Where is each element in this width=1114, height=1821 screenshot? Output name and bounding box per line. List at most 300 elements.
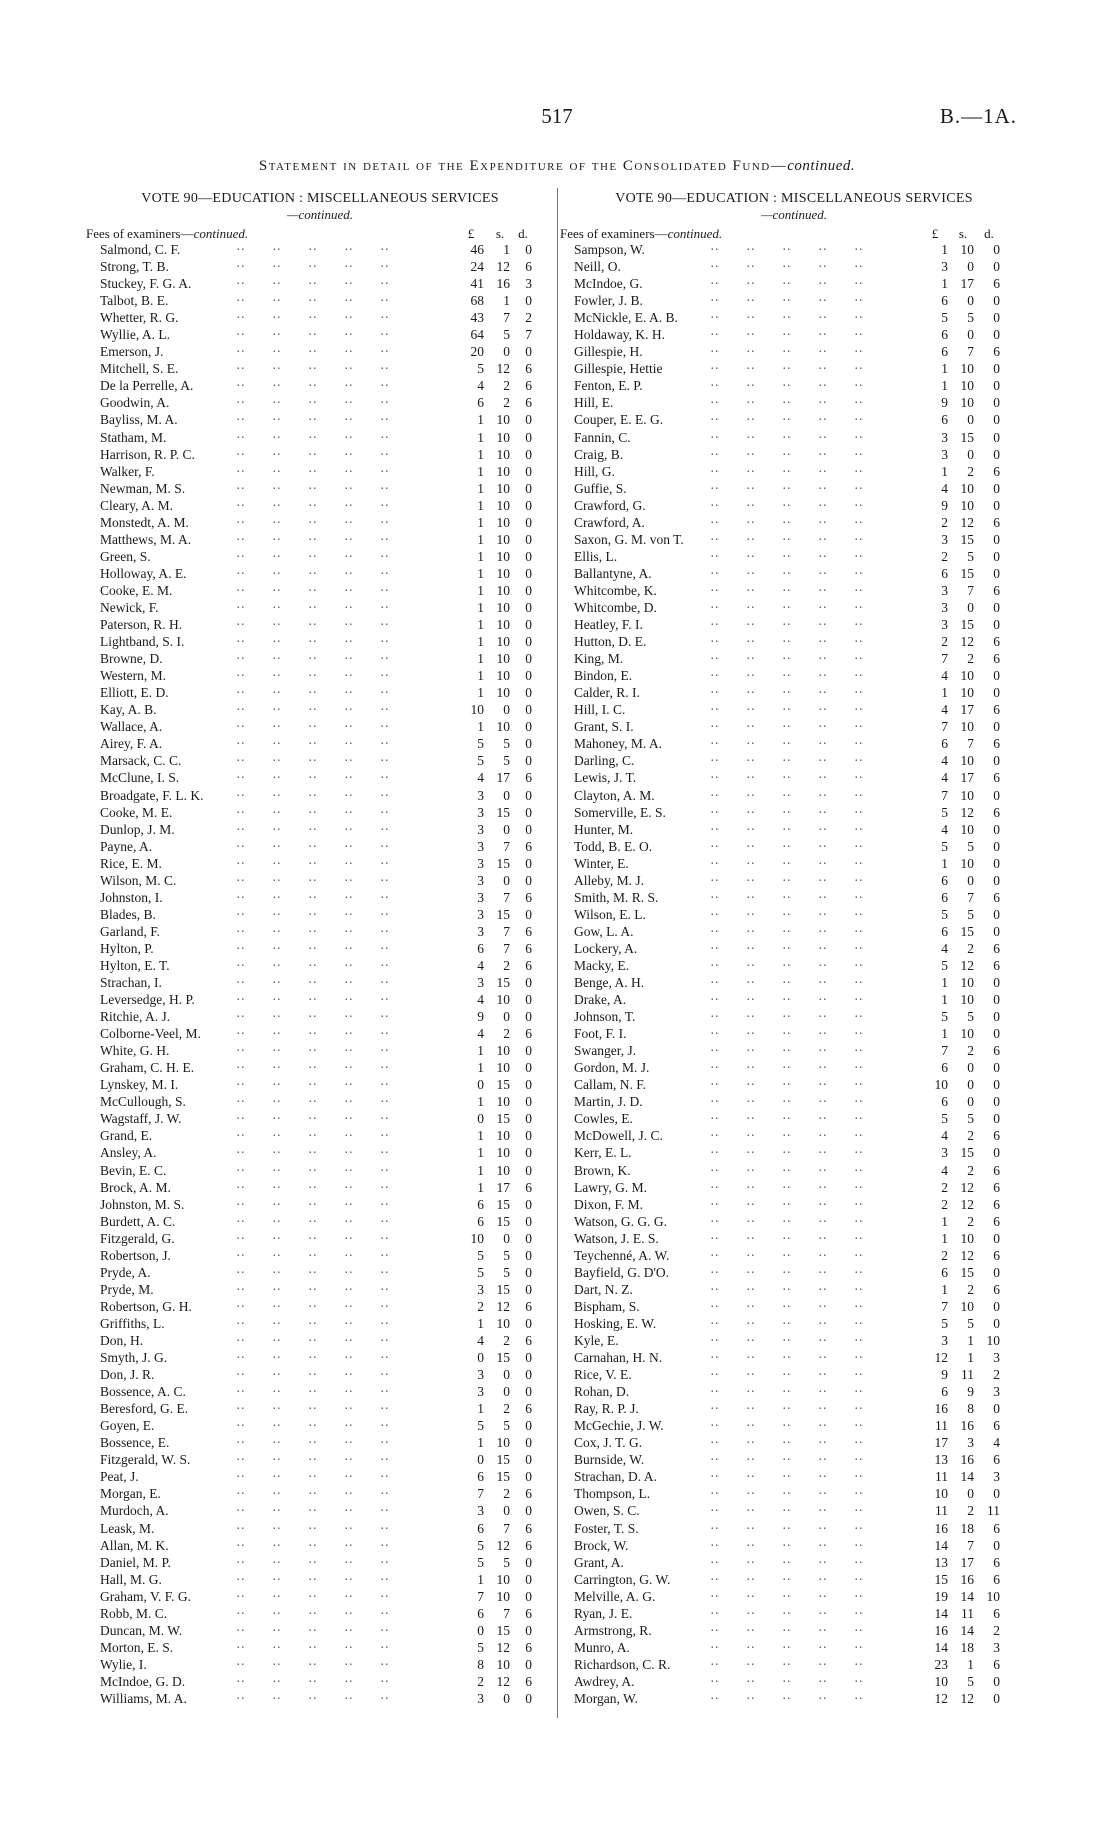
ledger-row <box>86 1127 554 1144</box>
pounds-value: 1 <box>477 1571 484 1587</box>
dot-leader: ·· ·· ·· ·· ·· <box>236 1656 389 1672</box>
pence-value: 0 <box>993 429 1000 445</box>
pence-value: 0 <box>993 1690 1000 1706</box>
pounds-value: 1 <box>477 463 484 479</box>
ledger-row <box>86 582 554 599</box>
payee-name: Crawford, A. <box>574 514 645 530</box>
payee-name: Whitcombe, D. <box>574 599 657 615</box>
pounds-value: 5 <box>477 736 484 752</box>
pounds-value: 1 <box>477 514 484 530</box>
ledger-row <box>560 548 1028 565</box>
pounds-value: 3 <box>941 1145 948 1161</box>
pence-value: 0 <box>525 1315 532 1331</box>
pounds-value: 10 <box>934 1486 948 1502</box>
payee-name: Bevin, E. C. <box>100 1162 167 1178</box>
pounds-value: 1 <box>477 480 484 496</box>
pounds-value: 1 <box>941 1281 948 1297</box>
shillings-value: 16 <box>960 1452 974 1468</box>
payee-name: Gillespie, H. <box>574 344 643 360</box>
payee-name: Sampson, W. <box>574 242 645 257</box>
pounds-value: 3 <box>477 906 484 922</box>
ledger-row <box>560 787 1028 804</box>
payee-name: Ray, R. P. J. <box>574 1401 639 1417</box>
payee-name: McCullough, S. <box>100 1094 186 1110</box>
pounds-value: 16 <box>934 1622 948 1638</box>
pounds-value: 4 <box>477 957 484 973</box>
dot-leader: ·· ·· ·· ·· ·· <box>710 889 863 905</box>
pence-value: 6 <box>525 1520 532 1536</box>
dot-leader: ·· ·· ·· ·· ·· <box>236 531 389 547</box>
shillings-value: 2 <box>967 1043 974 1059</box>
ledger-row <box>560 1076 1028 1093</box>
shillings-value: 2 <box>967 1281 974 1297</box>
ledger-row <box>86 855 554 872</box>
pence-value: 0 <box>993 395 1000 411</box>
pence-value: 0 <box>525 1571 532 1587</box>
pounds-value: 1 <box>477 1128 484 1144</box>
pounds-value: 1 <box>941 685 948 701</box>
shillings-value: 0 <box>967 327 974 343</box>
dot-leader: ·· ·· ·· ·· ·· <box>710 1043 863 1059</box>
pence-value: 6 <box>993 1162 1000 1178</box>
shillings-value: 15 <box>496 975 510 991</box>
pounds-value: 9 <box>941 1367 948 1383</box>
dot-leader: ·· ·· ·· ·· ·· <box>710 1298 863 1314</box>
pence-value: 0 <box>525 1077 532 1093</box>
pounds-value: 64 <box>470 327 484 343</box>
dot-leader: ·· ·· ·· ·· ·· <box>710 1077 863 1093</box>
ledger-row <box>86 241 554 258</box>
pounds-value: 8 <box>477 1656 484 1672</box>
payee-name: Duncan, M. W. <box>100 1622 183 1638</box>
payee-name: Morgan, W. <box>574 1690 638 1706</box>
pounds-value: 24 <box>470 259 484 275</box>
payee-name: Lynskey, M. I. <box>100 1077 179 1093</box>
dot-leader: ·· ·· ·· ·· ·· <box>710 685 863 701</box>
pence-value: 6 <box>993 940 1000 956</box>
payee-name: Brock, A. M. <box>100 1179 171 1195</box>
pounds-value: 1 <box>477 565 484 581</box>
payee-name: Morton, E. S. <box>100 1639 174 1655</box>
pence-value: 0 <box>525 548 532 564</box>
payee-name: Brown, K. <box>574 1162 631 1178</box>
shillings-value: 7 <box>503 940 510 956</box>
pence-value: 4 <box>993 1435 1000 1451</box>
ledger-row <box>86 1349 554 1366</box>
pence-value: 6 <box>525 378 532 394</box>
pounds-value: 5 <box>477 1639 484 1655</box>
ledger-row <box>86 1230 554 1247</box>
payee-name: Statham, M. <box>100 429 167 445</box>
pence-value: 0 <box>993 378 1000 394</box>
pounds-value: 4 <box>941 1162 948 1178</box>
ledger-row <box>560 1042 1028 1059</box>
pounds-value: 6 <box>941 1094 948 1110</box>
pence-value: 0 <box>993 531 1000 547</box>
pounds-header: £ <box>931 226 939 241</box>
ledger-row <box>560 1349 1028 1366</box>
pounds-value: 4 <box>477 378 484 394</box>
pence-value: 0 <box>525 1656 532 1672</box>
pence-value: 0 <box>993 1230 1000 1246</box>
pence-value: 0 <box>525 293 532 309</box>
shillings-value: 15 <box>496 1452 510 1468</box>
ledger-row <box>86 1281 554 1298</box>
ledger-row <box>560 923 1028 940</box>
pence-value: 6 <box>525 1673 532 1689</box>
dot-leader: ·· ·· ·· ·· ·· <box>710 906 863 922</box>
payee-name: Saxon, G. M. von T. <box>574 531 684 547</box>
dot-leader: ·· ·· ·· ·· ·· <box>710 1128 863 1144</box>
vote-subheading: —continued. <box>286 207 354 222</box>
ledger-row <box>560 599 1028 616</box>
dot-leader: ·· ·· ·· ·· ·· <box>710 1588 863 1604</box>
payee-name: Lawry, G. M. <box>574 1179 647 1195</box>
shillings-value: 14 <box>960 1588 974 1604</box>
ledger-row <box>560 582 1028 599</box>
pounds-value: 5 <box>477 1554 484 1570</box>
ledger-row <box>560 1366 1028 1383</box>
dot-leader: ·· ·· ·· ·· ·· <box>236 770 389 786</box>
payee-name: Fannin, C. <box>574 429 631 445</box>
pounds-value: 4 <box>941 770 948 786</box>
pounds-value: 16 <box>934 1520 948 1536</box>
pence-value: 0 <box>525 531 532 547</box>
pounds-value: 1 <box>477 412 484 428</box>
pounds-value: 2 <box>477 1673 484 1689</box>
dot-leader: ·· ·· ·· ·· ·· <box>236 872 389 888</box>
pounds-value: 3 <box>477 1367 484 1383</box>
ledger-row <box>560 1179 1028 1196</box>
pence-value: 0 <box>525 804 532 820</box>
pence-value: 0 <box>993 1094 1000 1110</box>
dot-leader: ·· ·· ·· ·· ·· <box>236 1026 389 1042</box>
pounds-value: 4 <box>941 702 948 718</box>
shillings-value: 12 <box>496 361 510 377</box>
shillings-value: 12 <box>960 957 974 973</box>
payee-name: Newick, F. <box>100 599 159 615</box>
pence-value: 10 <box>986 1333 1000 1348</box>
ledger-row <box>86 1537 554 1554</box>
pounds-value: 1 <box>941 463 948 479</box>
pounds-value: 1 <box>941 1213 948 1229</box>
shillings-value: 10 <box>496 685 510 701</box>
pounds-value: 1 <box>477 651 484 667</box>
payee-name: Kay, A. B. <box>100 702 157 718</box>
payee-name: Green, S. <box>100 548 151 564</box>
pence-value: 0 <box>525 1469 532 1485</box>
payee-name: Mahoney, M. A. <box>574 736 662 752</box>
shillings-value: 5 <box>503 1418 510 1434</box>
dot-leader: ·· ·· ·· ·· ·· <box>710 1639 863 1655</box>
dot-leader: ·· ·· ·· ·· ·· <box>710 1605 863 1621</box>
shillings-value: 7 <box>967 344 974 360</box>
payee-name: Rice, V. E. <box>574 1367 632 1383</box>
pounds-value: 7 <box>477 1588 484 1604</box>
pounds-value: 3 <box>941 429 948 445</box>
ledger-row <box>86 497 554 514</box>
pounds-value: 7 <box>941 787 948 803</box>
pounds-value: 10 <box>934 1077 948 1093</box>
dot-leader: ·· ·· ·· ·· ·· <box>236 1537 389 1553</box>
payee-name: Watson, G. G. G. <box>574 1213 668 1229</box>
shillings-value: 1 <box>503 293 510 309</box>
subheading-text: Fees of examiners— <box>86 226 194 241</box>
payee-name: Whetter, R. G. <box>100 310 179 326</box>
pounds-value: 6 <box>941 1384 948 1400</box>
ledger-row <box>560 872 1028 889</box>
dot-leader: ·· ·· ·· ·· ·· <box>710 1009 863 1025</box>
ledger-row <box>560 769 1028 786</box>
pence-value: 2 <box>993 1622 1000 1638</box>
ledger-row <box>560 1059 1028 1076</box>
shillings-value: 10 <box>496 531 510 547</box>
pounds-value: 3 <box>477 1281 484 1297</box>
pence-value: 6 <box>993 1213 1000 1229</box>
pence-value: 6 <box>993 1520 1000 1536</box>
pounds-value: 4 <box>477 1333 484 1348</box>
ledger-row <box>560 1434 1028 1451</box>
dot-leader: ·· ·· ·· ·· ·· <box>710 1520 863 1536</box>
payee-name: Cox, J. T. G. <box>574 1435 643 1451</box>
shillings-value: 2 <box>967 463 974 479</box>
shillings-value: 10 <box>496 634 510 650</box>
payee-name: Clayton, A. M. <box>574 787 655 803</box>
shillings-value: 0 <box>967 259 974 275</box>
ledger-row <box>86 411 554 428</box>
shillings-value: 17 <box>960 276 974 292</box>
dot-leader: ·· ·· ·· ·· ·· <box>236 753 389 769</box>
payee-name: Hill, E. <box>574 395 614 411</box>
ledger-row <box>560 1485 1028 1502</box>
shillings-value: 0 <box>503 787 510 803</box>
pounds-value: 3 <box>477 1503 484 1519</box>
payee-name: Hutton, D. E. <box>574 634 647 650</box>
pence-value: 0 <box>525 1367 532 1383</box>
payee-name: Brock, W. <box>574 1537 629 1553</box>
pence-value: 0 <box>525 906 532 922</box>
ledger-row <box>560 309 1028 326</box>
pounds-value: 5 <box>477 1537 484 1553</box>
payee-name: Bindon, E. <box>574 668 633 684</box>
ledger-row <box>560 1110 1028 1127</box>
dot-leader: ·· ·· ·· ·· ·· <box>236 1673 389 1689</box>
pounds-value: 1 <box>941 992 948 1008</box>
pence-value: 6 <box>993 702 1000 718</box>
dot-leader: ·· ·· ·· ·· ·· <box>236 685 389 701</box>
ledger-row <box>560 1656 1028 1673</box>
pounds-value: 6 <box>941 412 948 428</box>
payee-name: Leversedge, H. P. <box>100 992 195 1008</box>
payee-name: Fitzgerald, G. <box>100 1230 175 1246</box>
dot-leader: ·· ·· ·· ·· ·· <box>236 1213 389 1229</box>
payee-name: Ryan, J. E. <box>574 1605 633 1621</box>
shillings-value: 10 <box>960 668 974 684</box>
dot-leader: ·· ·· ·· ·· ·· <box>236 923 389 939</box>
pence-value: 0 <box>525 1213 532 1229</box>
pence-value: 0 <box>525 1588 532 1604</box>
pounds-value: 13 <box>934 1554 948 1570</box>
dot-leader: ·· ·· ·· ·· ·· <box>710 736 863 752</box>
dot-leader: ·· ·· ·· ·· ·· <box>236 1315 389 1331</box>
shillings-header: s. <box>495 226 505 241</box>
shillings-value: 2 <box>967 940 974 956</box>
shillings-value: 15 <box>496 1622 510 1638</box>
pounds-value: 7 <box>941 1043 948 1059</box>
pounds-value: 1 <box>477 685 484 701</box>
pence-value: 6 <box>525 395 532 411</box>
dot-leader: ·· ·· ·· ·· ·· <box>710 1179 863 1195</box>
pence-value: 0 <box>525 1281 532 1297</box>
ledger-row <box>86 548 554 565</box>
pounds-value: 5 <box>941 310 948 326</box>
shillings-value: 10 <box>496 565 510 581</box>
ledger-row <box>560 889 1028 906</box>
payee-name: Heatley, F. I. <box>574 617 643 633</box>
shillings-value: 12 <box>960 634 974 650</box>
shillings-value: 10 <box>960 787 974 803</box>
pounds-value: 2 <box>941 514 948 530</box>
shillings-value: 5 <box>967 1673 974 1689</box>
pence-value: 0 <box>525 787 532 803</box>
statement-title <box>0 158 1114 175</box>
pence-value: 0 <box>525 1264 532 1280</box>
ledger-row <box>86 1213 554 1230</box>
pounds-value: 4 <box>941 753 948 769</box>
pounds-value: 1 <box>477 497 484 513</box>
shillings-value: 2 <box>967 1128 974 1144</box>
dot-leader: ·· ·· ·· ·· ·· <box>710 1213 863 1229</box>
pounds-value: 9 <box>477 1009 484 1025</box>
shillings-value: 0 <box>503 1230 510 1246</box>
payee-name: Callam, N. F. <box>574 1077 647 1093</box>
ledger-row <box>86 1571 554 1588</box>
ledger-row <box>560 1417 1028 1434</box>
payee-name: Fowler, J. B. <box>574 293 643 309</box>
pence-value: 0 <box>525 242 532 257</box>
pounds-value: 4 <box>941 668 948 684</box>
payee-name: Grand, E. <box>100 1128 153 1144</box>
payee-name: Talbot, B. E. <box>100 293 169 309</box>
pence-value: 6 <box>993 344 1000 360</box>
ledger-row <box>560 258 1028 275</box>
pounds-value: 3 <box>941 617 948 633</box>
ledger-row <box>560 377 1028 394</box>
pence-value: 6 <box>993 889 1000 905</box>
pounds-value: 10 <box>934 1673 948 1689</box>
pounds-value: 1 <box>477 1162 484 1178</box>
ledger-row <box>86 1520 554 1537</box>
dot-leader: ·· ·· ·· ·· ·· <box>236 634 389 650</box>
ledger-row <box>86 1162 554 1179</box>
shillings-value: 0 <box>967 293 974 309</box>
payee-name: Hylton, P. <box>100 940 154 956</box>
dot-leader: ·· ·· ·· ·· ·· <box>236 1162 389 1178</box>
dot-leader: ·· ·· ·· ·· ·· <box>236 1111 389 1127</box>
fee-list <box>560 241 1028 1707</box>
payee-name: Don, H. <box>100 1333 144 1348</box>
dot-leader: ·· ·· ·· ·· ·· <box>710 1656 863 1672</box>
dot-leader: ·· ·· ·· ·· ·· <box>710 361 863 377</box>
page-number: 517 <box>541 104 573 128</box>
ledger-row <box>560 1093 1028 1110</box>
pounds-value: 1 <box>941 361 948 377</box>
ledger-row <box>560 1247 1028 1264</box>
pence-value: 11 <box>987 1503 1000 1519</box>
pence-value: 0 <box>525 497 532 513</box>
shillings-value: 17 <box>960 702 974 718</box>
shillings-value: 10 <box>496 412 510 428</box>
dot-leader: ·· ·· ·· ·· ·· <box>710 1435 863 1451</box>
shillings-value: 12 <box>496 1639 510 1655</box>
pounds-value: 1 <box>941 855 948 871</box>
dot-leader: ·· ·· ·· ·· ·· <box>236 1281 389 1297</box>
payee-name: Armstrong, R. <box>574 1622 652 1638</box>
payee-name: McGechie, J. W. <box>574 1418 664 1434</box>
dot-leader: ·· ·· ·· ·· ·· <box>236 344 389 360</box>
ledger-row <box>560 1281 1028 1298</box>
shillings-value: 16 <box>960 1571 974 1587</box>
payee-name: Grant, A. <box>574 1554 624 1570</box>
pence-value: 0 <box>993 992 1000 1008</box>
ledger-row <box>86 957 554 974</box>
pence-value: 0 <box>993 1673 1000 1689</box>
pence-value: 0 <box>993 1111 1000 1127</box>
shillings-value: 17 <box>960 770 974 786</box>
pounds-value: 1 <box>477 1315 484 1331</box>
pence-value: 0 <box>993 1060 1000 1076</box>
pence-value: 0 <box>525 651 532 667</box>
dot-leader: ·· ·· ·· ·· ·· <box>236 992 389 1008</box>
shillings-value: 7 <box>967 582 974 598</box>
shillings-value: 15 <box>496 1213 510 1229</box>
pence-value: 0 <box>525 514 532 530</box>
ledger-row <box>86 684 554 701</box>
pence-value: 3 <box>993 1639 1000 1655</box>
payee-name: Mitchell, S. E. <box>100 361 179 377</box>
payee-name: Wilson, E. L. <box>574 906 646 922</box>
ledger-row <box>86 599 554 616</box>
payee-name: Cooke, E. M. <box>100 582 173 598</box>
shillings-value: 2 <box>967 1162 974 1178</box>
payee-name: McClune, I. S. <box>100 770 180 786</box>
pence-header: d. <box>984 226 994 241</box>
payee-name: White, G. H. <box>100 1043 170 1059</box>
pence-value: 0 <box>993 923 1000 939</box>
pounds-value: 23 <box>934 1656 948 1672</box>
pounds-value: 3 <box>477 787 484 803</box>
ledger-row <box>86 1400 554 1417</box>
pence-value: 0 <box>993 872 1000 888</box>
pounds-value: 5 <box>941 1111 948 1127</box>
dot-leader: ·· ·· ·· ·· ·· <box>710 668 863 684</box>
dot-leader: ·· ·· ·· ·· ·· <box>236 1264 389 1280</box>
payee-name: Hosking, E. W. <box>574 1315 657 1331</box>
ledger-row <box>560 838 1028 855</box>
ledger-row <box>560 1127 1028 1144</box>
ledger-row <box>86 616 554 633</box>
pence-value: 6 <box>993 582 1000 598</box>
pounds-value: 4 <box>941 480 948 496</box>
ledger-row <box>560 906 1028 923</box>
pounds-value: 3 <box>941 599 948 615</box>
pence-value: 0 <box>993 242 1000 257</box>
dot-leader: ·· ·· ·· ·· ·· <box>710 702 863 718</box>
vote-heading: VOTE 90—EDUCATION : MISCELLANEOUS SERVICES <box>141 191 499 206</box>
dot-leader: ·· ·· ·· ·· ·· <box>236 497 389 513</box>
pounds-value: 5 <box>477 361 484 377</box>
shillings-value: 9 <box>967 1384 974 1400</box>
